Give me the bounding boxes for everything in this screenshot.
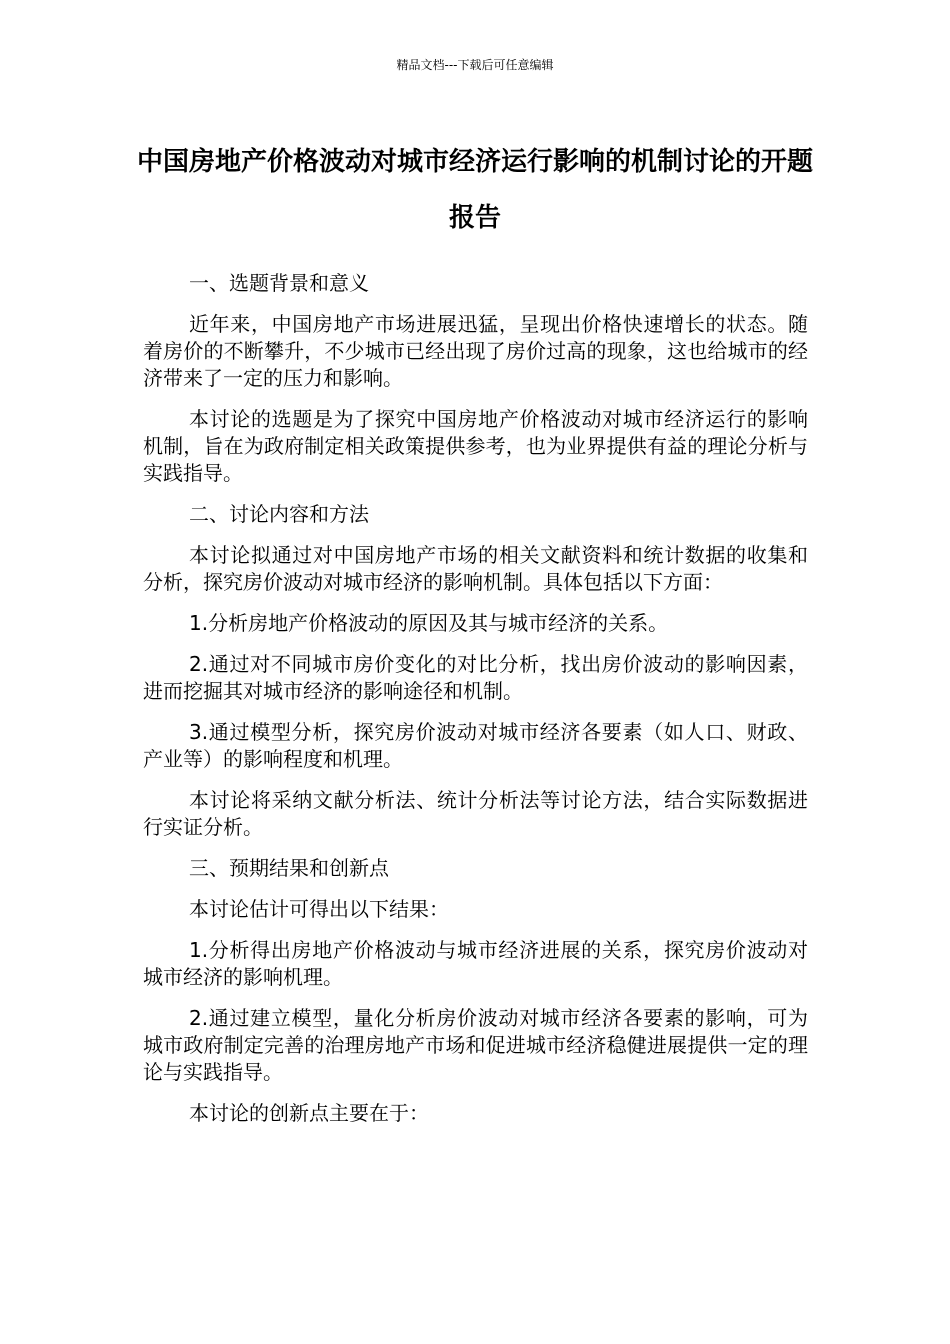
paragraph-content-intro: 本讨论拟通过对中国房地产市场的相关文献资料和统计数据的收集和分析，探究房价波动对城市经济的影响机制。具体包括以下方面： (143, 543, 808, 594)
header-note: 精品文档---下载后可任意编辑 (396, 58, 554, 72)
list-item-result-2: 2.通过建立模型，量化分析房价波动对城市经济各要素的影响，可为城市政府制定完善的治理房地产市场和促进城市经济稳健进展提供一定的理论与实践指导。 (143, 1006, 808, 1084)
list-item-content-1: 1.分析房地产价格波动的原因及其与城市经济的关系。 (189, 611, 669, 635)
paragraph-results-intro: 本讨论估计可得出以下结果： (189, 897, 449, 921)
section-heading-content-method: 二、讨论内容和方法 (189, 502, 369, 526)
section-heading-results: 三、预期结果和创新点 (189, 856, 389, 880)
document-body (143, 270, 808, 1141)
section-heading-background: 一、选题背景和意义 (189, 271, 369, 295)
list-item-content-3: 3.通过模型分析，探究房价波动对城市经济各要素（如人口、财政、产业等）的影响程度和机理。 (143, 720, 808, 771)
paragraph-background-1: 近年来，中国房地产市场进展迅猛，呈现出价格快速增长的状态。随着房价的不断攀升，不少城市已经出现了房价过高的现象，这也给城市的经济带来了一定的压力和影响。 (143, 312, 808, 390)
paragraph-background-2: 本讨论的选题是为了探究中国房地产价格波动对城市经济运行的影响机制，旨在为政府制定相关政策提供参考，也为业界提供有益的理论分析与实践指导。 (143, 407, 808, 485)
list-item-content-2: 2.通过对不同城市房价变化的对比分析，找出房价波动的影响因素，进而挖掘其对城市经济的影响途径和机制。 (143, 652, 808, 703)
document-title: 中国房地产价格波动对城市经济运行影响的机制讨论的开题报告 (136, 147, 813, 233)
list-item-result-1: 1.分析得出房地产价格波动与城市经济进展的关系，探究房价波动对城市经济的影响机理。 (143, 938, 808, 989)
paragraph-method: 本讨论将采纳文献分析法、统计分析法等讨论方法，结合实际数据进行实证分析。 (143, 788, 808, 839)
paragraph-innovation-intro: 本讨论的创新点主要在于： (189, 1101, 429, 1125)
